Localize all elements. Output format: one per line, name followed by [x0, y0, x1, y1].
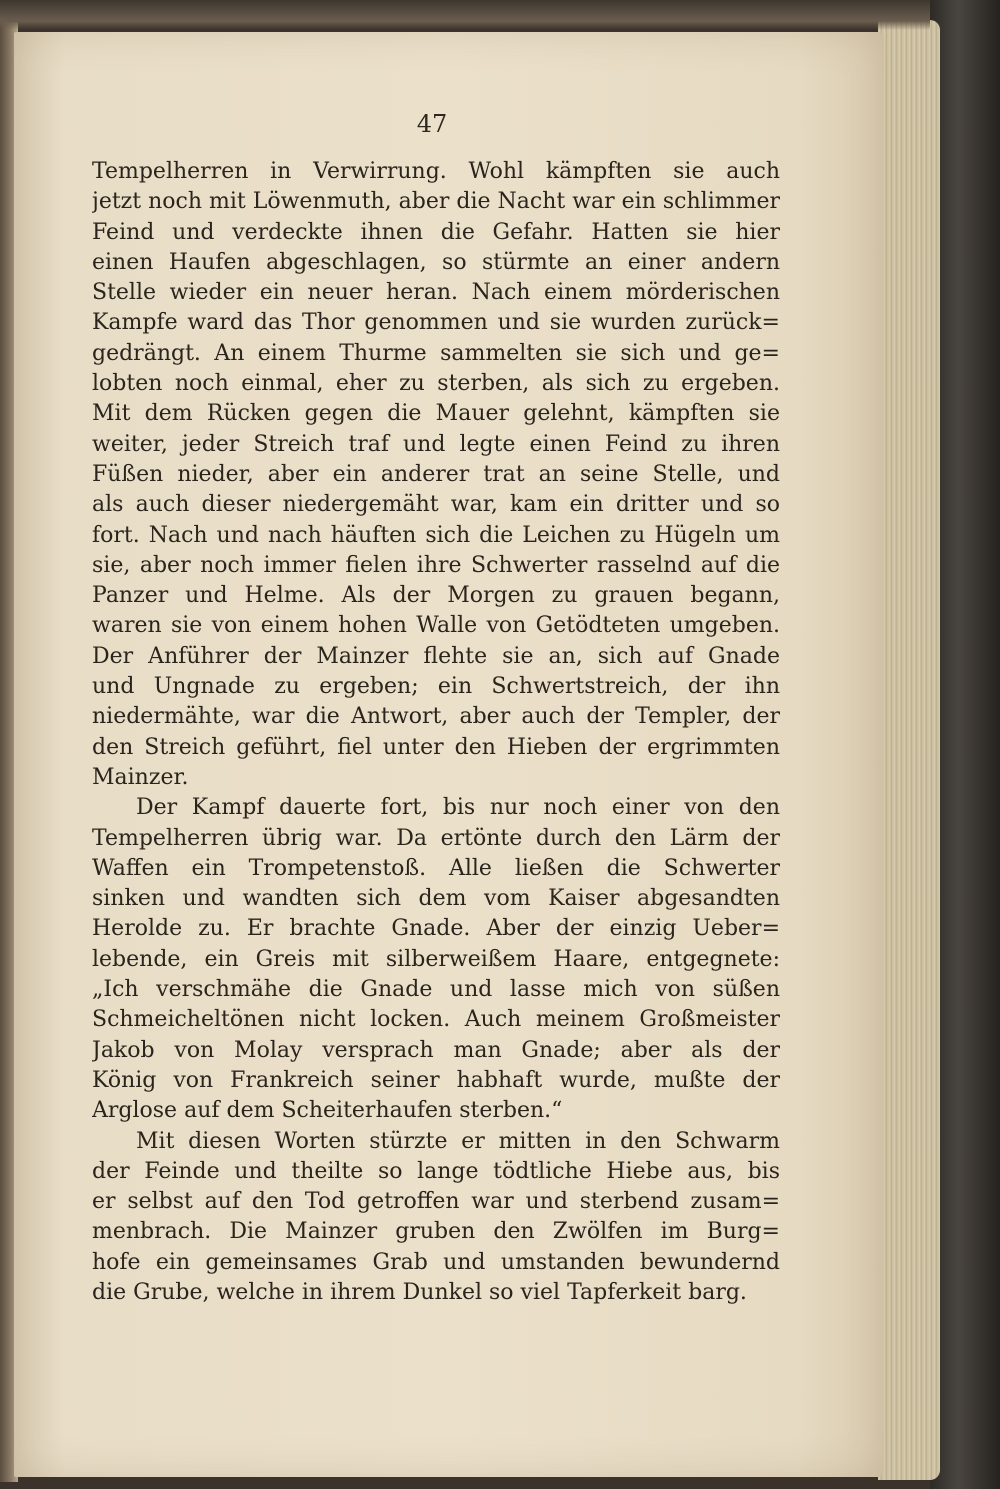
text-line: weiter, jeder Streich traf und legte einen Feind zu ihren	[92, 431, 780, 457]
text-line: und Ungnade zu ergeben; ein Schwertstreich, der ihn	[92, 674, 780, 700]
page-number: 47	[416, 110, 448, 138]
text-line: Schmeicheltönen nicht locken. Auch meinem Großmeister	[92, 1007, 780, 1033]
text-line: Stelle wieder ein neuer heran. Nach einem mörderischen	[92, 280, 780, 306]
book-page	[14, 32, 884, 1477]
text-line: niedermähte, war die Antwort, aber auch der Templer, der	[92, 704, 780, 730]
text-line: Kampfe ward das Thor genommen und sie wurden zurück=	[92, 310, 780, 336]
text-line: sie, aber noch immer fielen ihre Schwerter rasselnd auf die	[92, 552, 780, 578]
text-line: fort. Nach und nach häuften sich die Leichen zu Hügeln um	[92, 522, 780, 548]
body-text	[92, 157, 780, 1308]
text-line: Feind und verdeckte ihnen die Gefahr. Hatten sie hier	[92, 219, 780, 245]
text-line: lobten noch einmal, eher zu sterben, als sich zu ergeben.	[92, 371, 780, 397]
text-line: Arglose auf dem Scheiterhaufen sterben.“	[92, 1098, 563, 1124]
text-line: die Grube, welche in ihrem Dunkel so viel Tapferkeit barg.	[92, 1279, 747, 1305]
text-line: sinken und wandten sich dem vom Kaiser abgesandten	[92, 886, 780, 912]
text-line: Mainzer.	[92, 764, 189, 790]
text-line: Der Anführer der Mainzer flehte sie an, sich auf Gnade	[92, 643, 780, 669]
text-line: Füßen nieder, aber ein anderer trat an seine Stelle, und	[92, 461, 780, 487]
text-line: jetzt noch mit Löwenmuth, aber die Nacht war ein schlimmer	[92, 189, 780, 215]
text-line: hofe ein gemeinsames Grab und umstanden bewundernd	[92, 1249, 780, 1275]
text-line: „Ich verschmähe die Gnade und lasse mich von süßen	[92, 977, 780, 1003]
text-line: Tempelherren übrig war. Da ertönte durch den Lärm der	[92, 825, 780, 851]
text-line: er selbst auf den Tod getroffen war und sterbend zusam=	[92, 1189, 780, 1215]
text-line: Waffen ein Trompetenstoß. Alle ließen die Schwerter	[92, 855, 780, 881]
page-stack-edge	[878, 20, 940, 1480]
text-line: Panzer und Helme. Als der Morgen zu grauen begann,	[92, 583, 780, 609]
text-line: Jakob von Molay versprach man Gnade; aber als der	[92, 1037, 780, 1063]
book-cover	[930, 0, 1000, 1489]
text-line: Mit diesen Worten stürzte er mitten in den Schwarm	[136, 1128, 780, 1154]
text-line: den Streich geführt, fiel unter den Hieben der ergrimmten	[92, 734, 780, 760]
text-line: als auch dieser niedergemäht war, kam ein dritter und so	[92, 492, 780, 518]
text-line: der Feinde und theilte so lange tödtliche Hiebe aus, bis	[92, 1158, 780, 1184]
text-line: menbrach. Die Mainzer gruben den Zwölfen im Burg=	[92, 1219, 780, 1245]
text-line: gedrängt. An einem Thurme sammelten sie sich und ge=	[92, 340, 780, 366]
text-line: Mit dem Rücken gegen die Mauer gelehnt, kämpften sie	[92, 401, 780, 427]
text-line: einen Haufen abgeschlagen, so stürmte an einer andern	[92, 249, 780, 275]
text-line: Herolde zu. Er brachte Gnade. Aber der einzig Ueber=	[92, 916, 780, 942]
text-line: lebende, ein Greis mit silberweißem Haare, entgegnete:	[92, 946, 780, 972]
text-line: waren sie von einem hohen Walle von Getödteten umgeben.	[92, 613, 780, 639]
text-line: König von Frankreich seiner habhaft wurde, mußte der	[92, 1067, 780, 1093]
top-shadow	[0, 0, 930, 30]
text-line: Der Kampf dauerte fort, bis nur noch einer von den	[136, 795, 780, 821]
text-line: Tempelherren in Verwirrung. Wohl kämpften sie auch	[92, 159, 780, 184]
